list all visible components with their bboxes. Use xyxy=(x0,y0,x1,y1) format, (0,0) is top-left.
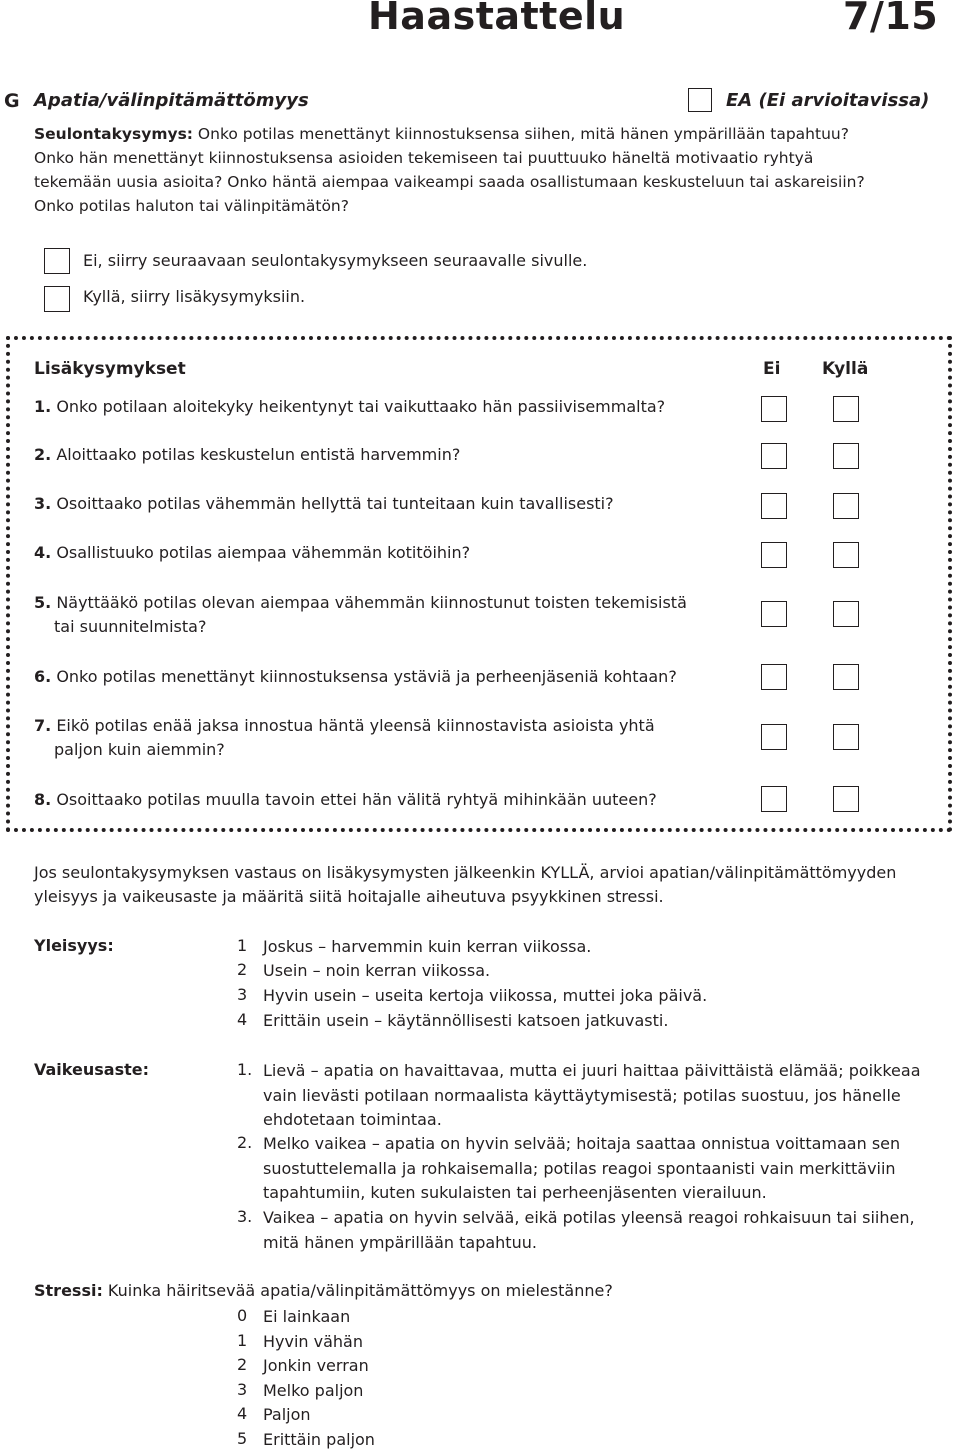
stress-question-text: Kuinka häiritsevää apatia/välinpitämättömyys on mielestänne? xyxy=(102,1281,613,1300)
subquestion-4-yes-checkbox[interactable] xyxy=(833,542,859,568)
frequency-num: 1 xyxy=(237,936,248,955)
subquestion-number: 1. xyxy=(34,397,52,416)
option-no-checkbox[interactable] xyxy=(44,248,70,274)
severity-text-line: Lievä – apatia on havaittavaa, mutta ei juuri haittaa päivittäistä elämää; poikkeaa xyxy=(263,1061,921,1080)
severity-num: 2. xyxy=(237,1133,253,1152)
option-no-label: Ei, siirry seuraavaan seulontakysymykseen seuraavalle sivulle. xyxy=(83,251,588,270)
option-yes-checkbox[interactable] xyxy=(44,286,70,312)
subquestion-number: 8. xyxy=(34,790,52,809)
subquestion-6 xyxy=(34,665,734,689)
frequency-num: 3 xyxy=(237,985,248,1004)
subquestion-text: Onko potilas menettänyt kiinnostuksensa ystäviä ja perheenjäseniä kohtaan? xyxy=(56,667,677,686)
stress-label: Stressi: xyxy=(34,1281,103,1300)
severity-label: Vaikeusaste: xyxy=(34,1060,149,1079)
subquestion-text-cont: tai suunnitelmista? xyxy=(54,617,207,636)
subquestion-8 xyxy=(34,788,734,812)
stress-text: Hyvin vähän xyxy=(263,1332,363,1351)
instruction-paragraph xyxy=(34,861,934,909)
subquestion-text-cont: paljon kuin aiemmin? xyxy=(54,740,225,759)
subquestion-number: 7. xyxy=(34,716,52,735)
subquestion-text: Eikö potilas enää jaksa innostua häntä yleensä kiinnostavista asioista yhtä xyxy=(56,716,655,735)
subquestion-text: Osoittaako potilas vähemmän hellyttä tai tunteitaan kuin tavallisesti? xyxy=(56,494,614,513)
subquestion-5-no-checkbox[interactable] xyxy=(761,601,787,627)
not-assessable-label: EA (Ei arvioitavissa) xyxy=(726,90,930,111)
severity-num: 3. xyxy=(237,1207,253,1226)
subquestion-6-yes-checkbox[interactable] xyxy=(833,664,859,690)
subquestion-3 xyxy=(34,492,734,516)
screening-line2: Onko hän menettänyt kiinnostuksensa asioiden tekemiseen tai puuttuuko häneltä motivaatio ryhtyä xyxy=(34,149,814,167)
subquestion-number: 5. xyxy=(34,593,52,612)
severity-text-line: suostuttelemalla ja rohkaisemalla; potilas reagoi spontaanisti vain merkittäviin xyxy=(263,1158,896,1178)
severity-text-line: tapahtumiin, kuten sukulaisten tai perheenjäsenten vierailuun. xyxy=(263,1183,767,1202)
severity-text xyxy=(263,1059,953,1133)
subquestion-number: 6. xyxy=(34,667,52,686)
subquestion-3-yes-checkbox[interactable] xyxy=(833,493,859,519)
subquestion-4 xyxy=(34,541,734,565)
subquestion-5-yes-checkbox[interactable] xyxy=(833,601,859,627)
option-yes-label: Kyllä, siirry lisäkysymyksiin. xyxy=(83,287,306,306)
subquestion-1 xyxy=(34,395,734,419)
frequency-num: 4 xyxy=(237,1010,248,1029)
frequency-text: Joskus – harvemmin kuin kerran viikossa. xyxy=(263,937,592,956)
frequency-label: Yleisyys: xyxy=(34,936,114,955)
subquestion-1-no-checkbox[interactable] xyxy=(761,396,787,422)
subquestion-8-yes-checkbox[interactable] xyxy=(833,786,859,812)
severity-text-line: Melko vaikea – apatia on hyvin selvää; hoitaja saattaa onnistua voittamaan sen xyxy=(263,1134,901,1153)
stress-text: Jonkin verran xyxy=(263,1356,369,1375)
screening-label: Seulontakysymys: xyxy=(34,125,193,143)
subquestion-8-no-checkbox[interactable] xyxy=(761,786,787,812)
stress-text: Melko paljon xyxy=(263,1381,364,1400)
severity-text-line: Vaikea – apatia on hyvin selvää, eikä potilas yleensä reagoi rohkaisuun tai siihen, xyxy=(263,1208,915,1227)
subquestion-text: Osallistuuko potilas aiempaa vähemmän kotitöihin? xyxy=(56,543,471,562)
severity-text-line: mitä hänen ympärillään tapahtuu. xyxy=(263,1232,537,1252)
frequency-text: Usein – noin kerran viikossa. xyxy=(263,961,491,980)
subquestion-1-yes-checkbox[interactable] xyxy=(833,396,859,422)
stress-num: 3 xyxy=(237,1380,248,1399)
stress-text: Ei lainkaan xyxy=(263,1307,351,1326)
frequency-num: 2 xyxy=(237,960,248,979)
column-no-header: Ei xyxy=(763,359,781,379)
page-title: Haastattelu xyxy=(368,0,626,38)
subquestion-7-yes-checkbox[interactable] xyxy=(833,724,859,750)
stress-num: 5 xyxy=(237,1429,248,1448)
instruction-line2: yleisyys ja vaikeusaste ja määritä siitä hoitajalle aiheutuva psyykkinen stressi. xyxy=(34,887,664,906)
page-number: 7/15 xyxy=(843,0,939,38)
subquestion-2 xyxy=(34,443,734,467)
stress-num: 4 xyxy=(237,1404,248,1423)
section-title: Apatia/välinpitämättömyys xyxy=(34,90,309,111)
severity-num: 1. xyxy=(237,1060,253,1079)
subquestion-text: Näyttääkö potilas olevan aiempaa vähemmän kiinnostunut toisten tekemisistä xyxy=(56,593,687,612)
subquestion-number: 2. xyxy=(34,445,52,464)
column-yes-header: Kyllä xyxy=(822,359,869,379)
stress-question xyxy=(34,1281,613,1300)
subquestion-text: Onko potilaan aloitekyky heikentynyt tai vaikuttaako hän passiivisemmalta? xyxy=(56,397,666,416)
stress-text: Paljon xyxy=(263,1405,311,1424)
severity-text-line: vain lievästi potilaan normaalista käyttäytymisestä; potilas suostuu, jos hänelle xyxy=(263,1085,901,1105)
instruction-line1: Jos seulontakysymyksen vastaus on lisäkysymysten jälkeenkin KYLLÄ, arvioi apatian/välinpitämättömyyden xyxy=(34,863,897,882)
subquestion-2-no-checkbox[interactable] xyxy=(761,443,787,469)
subquestion-4-no-checkbox[interactable] xyxy=(761,542,787,568)
screening-line4: Onko potilas haluton tai välinpitämätön? xyxy=(34,197,349,215)
severity-text-line: ehdotetaan toimintaa. xyxy=(263,1110,442,1129)
stress-text: Erittäin paljon xyxy=(263,1430,375,1449)
screening-line3: tekemään uusia asioita? Onko häntä aiempaa vaikeampi saada osallistumaan keskusteluun tai askareisiin? xyxy=(34,173,865,191)
severity-text xyxy=(263,1206,953,1255)
severity-text xyxy=(263,1132,953,1206)
screening-question xyxy=(34,122,934,218)
stress-num: 2 xyxy=(237,1355,248,1374)
subquestion-text: Aloittaako potilas keskustelun entistä harvemmin? xyxy=(56,445,461,464)
subquestion-5 xyxy=(34,591,734,639)
subquestion-7-no-checkbox[interactable] xyxy=(761,724,787,750)
stress-num: 1 xyxy=(237,1331,248,1350)
subquestion-number: 4. xyxy=(34,543,52,562)
subquestion-2-yes-checkbox[interactable] xyxy=(833,443,859,469)
stress-num: 0 xyxy=(237,1306,248,1325)
subquestions-heading: Lisäkysymykset xyxy=(34,359,186,379)
subquestion-7 xyxy=(34,714,734,762)
section-letter: G xyxy=(4,90,20,112)
subquestion-text: Osoittaako potilas muulla tavoin ettei hän välitä ryhtyä mihinkään uuteen? xyxy=(56,790,657,809)
subquestion-3-no-checkbox[interactable] xyxy=(761,493,787,519)
subquestion-number: 3. xyxy=(34,494,52,513)
screening-line1: Onko potilas menettänyt kiinnostuksensa siihen, mitä hänen ympärillään tapahtuu? xyxy=(193,125,849,143)
frequency-text: Hyvin usein – useita kertoja viikossa, muttei joka päivä. xyxy=(263,986,708,1005)
frequency-text: Erittäin usein – käytännöllisesti katsoen jatkuvasti. xyxy=(263,1011,669,1030)
not-assessable-checkbox[interactable] xyxy=(688,88,712,112)
subquestion-6-no-checkbox[interactable] xyxy=(761,664,787,690)
